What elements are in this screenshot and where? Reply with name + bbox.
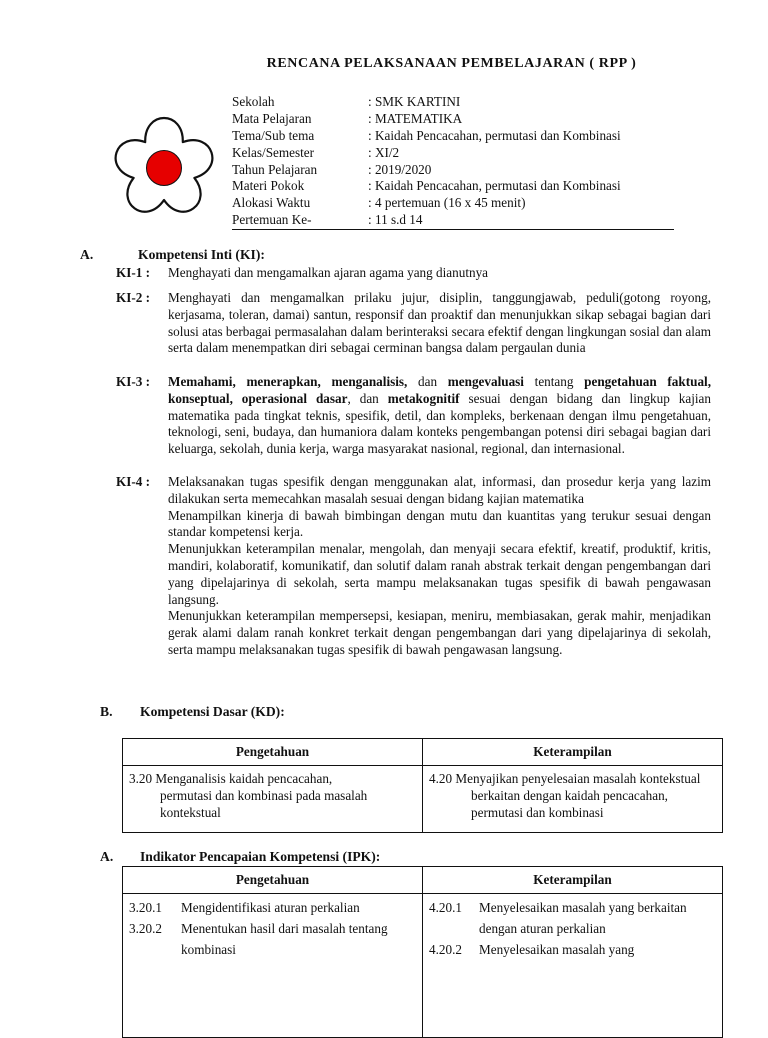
identity-row xyxy=(232,128,678,145)
logo-red-center xyxy=(147,151,182,186)
identity-row xyxy=(232,212,678,229)
identity-value: : XI/2 xyxy=(368,144,400,160)
kd-skill-text: 4.20 Menyajikan penyelesaian masalah kontekstual berkaitan dengan kaidah pencacahan, permutasi dan kombinasi xyxy=(429,771,701,820)
identity-row xyxy=(232,178,678,195)
section-title: Indikator Pencapaian Kompetensi (IPK): xyxy=(140,849,381,864)
column-header: Keterampilan xyxy=(423,739,723,766)
identity-value: : Kaidah Pencacahan, permutasi dan Kombinasi xyxy=(368,178,621,194)
section-b-heading xyxy=(100,704,285,720)
identity-label: Materi Pokok xyxy=(232,178,305,194)
kd-knowledge-cell xyxy=(123,766,423,833)
section-a-heading xyxy=(80,247,265,263)
identity-divider xyxy=(232,229,674,230)
ki-paragraph: Menunjukkan keterampilan mempersepsi, kesiapan, meniru, membiasakan, gerak mahir, menjadikan gerak alami dalam ranah konkret terkait dengan pengembangan dari yang dipelajarinya di sekolah, serta mampu melaksanakan tugas spesifik di bawah pengawasan langsung. xyxy=(168,608,711,657)
identity-label: Sekolah xyxy=(232,94,275,109)
ki-bold-text: metakognitif xyxy=(387,390,460,406)
section-title: Kompetensi Dasar (KD): xyxy=(140,704,285,719)
identity-label: Tahun Pelajaran xyxy=(232,161,318,177)
ipk-item xyxy=(129,918,417,960)
kd-knowledge-text: 3.20 Menganalisis kaidah pencacahan, permutasi dan kombinasi pada masalah kontekstual xyxy=(129,771,368,820)
identity-value: : 2019/2020 xyxy=(368,161,432,177)
ipk-number: 4.20.1 xyxy=(429,900,462,915)
identity-label: Kelas/Semester xyxy=(232,144,315,160)
ipk-knowledge-cell xyxy=(123,894,423,1038)
ki-paragraph: Melaksanakan tugas spesifik dengan menggunakan alat, informasi, dan prosedur kerja yang lazim dilakukan serta memecahkan masalah sesuai dengan bidang kajian matematika xyxy=(168,474,711,506)
column-header: Keterampilan xyxy=(423,867,723,894)
ipk-number: 3.20.2 xyxy=(129,921,162,936)
section-title: Kompetensi Inti (KI): xyxy=(138,247,265,262)
ki-plain-text: dan xyxy=(407,374,448,389)
identity-row xyxy=(232,145,678,162)
ipk-item xyxy=(129,897,417,918)
identity-block xyxy=(232,94,678,229)
ki-1 xyxy=(116,265,711,282)
ipk-text: Menentukan hasil dari masalah tentang kombinasi xyxy=(181,921,388,957)
school-logo-icon xyxy=(102,106,226,230)
identity-value: : SMK KARTINI xyxy=(368,94,461,109)
ki-code: KI-4 : xyxy=(116,474,151,489)
column-header: Pengetahuan xyxy=(123,867,423,894)
identity-value: : Kaidah Pencacahan, permutasi dan Kombinasi xyxy=(368,127,621,143)
ipk-number: 3.20.1 xyxy=(129,900,162,915)
identity-row xyxy=(232,94,678,111)
identity-label: Mata Pelajaran xyxy=(232,110,312,126)
ipk-table xyxy=(122,866,723,1038)
table-row xyxy=(123,894,723,1038)
ki-text: Menghayati dan mengamalkan ajaran agama yang dianutnya xyxy=(168,265,489,280)
section-letter: B. xyxy=(100,704,113,719)
ipk-text: Menyelesaikan masalah yang berkaitan dengan aturan perkalian xyxy=(479,900,687,936)
ki-bold-text: mengevaluasi xyxy=(447,374,524,389)
kd-skill-cell xyxy=(423,766,723,833)
ipk-number: 4.20.2 xyxy=(429,942,462,957)
section-ipk-heading xyxy=(100,849,380,865)
ki-4 xyxy=(116,474,711,659)
ki-text: Menghayati dan mengamalkan prilaku jujur, disiplin, tanggungjawab, peduli(gotong royong, kerjasama, toleran, damai) santun, responsif dan proaktif dan menunjukkan sikap sebagai bagian dari solusi atas berbagai permasalahan dalam berinteraksi secara efektif dengan lingkungan sosial dan alam serta dalam menempatkan diri sebagai cerminan bangsa dalam pergaulan dunia xyxy=(168,290,711,356)
identity-label: Pertemuan Ke- xyxy=(232,212,312,228)
ki-plain-text: , dan xyxy=(347,390,388,406)
ki-code: KI-1 : xyxy=(116,265,151,280)
identity-label: Alokasi Waktu xyxy=(232,195,311,211)
identity-row xyxy=(232,195,678,212)
ipk-text: Mengidentifikasi aturan perkalian xyxy=(181,900,360,915)
ki-paragraph: Menunjukkan keterampilan menalar, mengolah, dan menyaji secara efektif, kreatif, produktif, kritis, mandiri, kolaboratif, komunikatif, dan solutif dalam ranah abstrak terkait dengan pengembangan dari yang dipelajarinya di sekolah, serta mampu melaksanakan tugas spesifik di bawah pengawasan langsung. xyxy=(168,541,711,607)
ki-code: KI-3 : xyxy=(116,374,151,389)
ki-code: KI-2 : xyxy=(116,290,151,305)
ki-bold-text: Memahami, menerapkan, menganalisis, xyxy=(168,374,408,389)
column-header: Pengetahuan xyxy=(123,739,423,766)
table-header-row xyxy=(123,739,723,766)
table-row xyxy=(123,766,723,833)
ipk-skill-cell xyxy=(423,894,723,1038)
identity-label: Tema/Sub tema xyxy=(232,127,315,143)
ki-paragraph: Menampilkan kinerja di bawah bimbingan dengan mutu dan kuantitas yang terukur sesuai dengan standar kompetensi kerja. xyxy=(168,507,711,540)
ki-2 xyxy=(116,290,711,357)
ki-text xyxy=(168,374,711,458)
ipk-item xyxy=(429,897,717,939)
identity-value: : 11 s.d 14 xyxy=(368,212,423,228)
table-header-row xyxy=(123,867,723,894)
ki-3 xyxy=(116,374,711,458)
identity-row xyxy=(232,162,678,179)
document-title: RENCANA PELAKSANAAN PEMBELAJARAN ( RPP ) xyxy=(266,56,637,71)
ki-text xyxy=(168,474,711,659)
ki-bold-text: pengetahuan faktual, konseptual, operasional dasar xyxy=(168,374,711,406)
identity-row xyxy=(232,111,678,128)
ipk-item xyxy=(429,939,717,960)
identity-value: : 4 pertemuan (16 x 45 menit) xyxy=(368,195,526,211)
ki-plain-text: sesuai dengan bidang dan lingkup kajian matematika pada tingkat teknis, spesifik, detil, dan kompleks, berkenaan dengan ilmu pengetahuan, teknologi, seni, budaya, dan humaniora dalam konteks pengembangan potensi diri sebagai bagian dari keluarga, sekolah, dunia kerja, warga masyarakat nasional, regional, dan internasional. xyxy=(168,390,711,457)
ipk-text: Menyelesaikan masalah yang xyxy=(479,942,635,957)
section-letter: A. xyxy=(100,849,114,864)
identity-value: : MATEMATIKA xyxy=(368,110,463,126)
section-letter: A. xyxy=(80,247,94,262)
ki-plain-text: tentang xyxy=(523,374,585,389)
kd-table xyxy=(122,738,723,833)
